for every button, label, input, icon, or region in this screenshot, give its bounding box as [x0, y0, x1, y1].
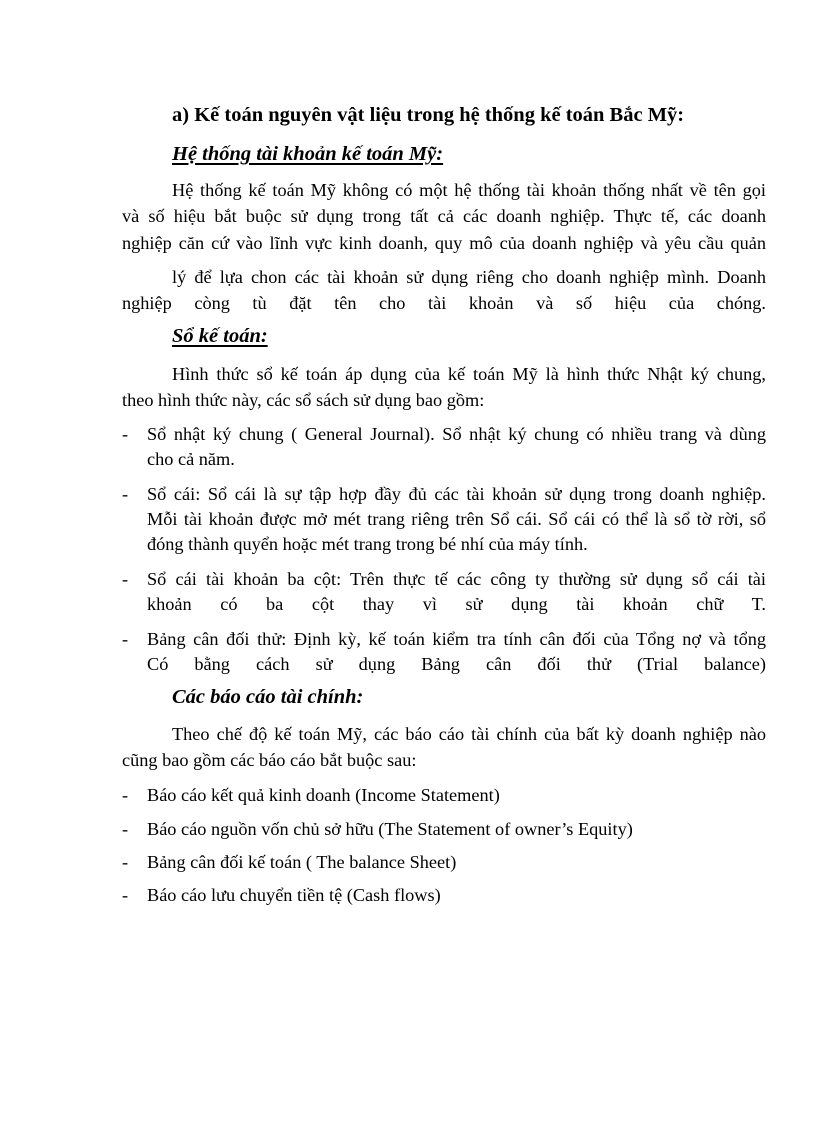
bullet-marker: - — [122, 629, 129, 649]
list-item: Báo cáo kết quả kinh doanh (Income Statement) — [147, 785, 500, 805]
section-heading-ledger: Sổ kế toán: — [172, 325, 268, 347]
paragraph-line: cũng bao gồm các báo cáo bắt buộc sau: — [122, 750, 417, 770]
paragraph-line: Theo chế độ kế toán Mỹ, các báo cáo tài chính của bất kỳ doanh nghiệp nào — [172, 724, 766, 744]
section-heading-reports: Các báo cáo tài chính: — [172, 686, 364, 708]
bullet-marker: - — [122, 785, 129, 805]
paragraph-line: nghiệp căn cứ vào lĩnh vực kinh doanh, quy mô của doanh nghiệp và yêu cầu quản — [122, 233, 766, 253]
list-item-line: Có bằng cách sử dụng Bảng cân đối thử (Trial balance) — [147, 654, 766, 674]
list-item-line: Sổ cái: Sổ cái là sự tập hợp đầy đủ các tài khoản sử dụng trong doanh nghiệp. — [147, 484, 766, 504]
list-item: Báo cáo nguồn vốn chủ sở hữu (The Statement of owner’s Equity) — [147, 819, 633, 839]
paragraph-line: nghiệp còng tù đặt tên cho tài khoản và số hiệu của chóng. — [122, 293, 766, 313]
list-item: Báo cáo lưu chuyển tiền tệ (Cash flows) — [147, 885, 441, 905]
bullet-marker: - — [122, 424, 129, 444]
paragraph-line: theo hình thức này, các sổ sách sử dụng bao gồm: — [122, 390, 485, 410]
bullet-marker: - — [122, 569, 129, 589]
page-title: a) Kế toán nguyên vật liệu trong hệ thống kế toán Bắc Mỹ: — [172, 104, 685, 126]
bullet-marker: - — [122, 819, 129, 839]
paragraph-line: Hình thức sổ kế toán áp dụng của kế toán Mỹ là hình thức Nhật ký chung, — [172, 364, 766, 384]
list-item-line: cho cả năm. — [147, 449, 235, 469]
list-item-line: Sổ nhật ký chung ( General Journal). Sổ nhật ký chung có nhiều trang và dùng — [147, 424, 766, 444]
bullet-marker: - — [122, 885, 129, 905]
list-item-line: Bảng cân đối thử: Định kỳ, kế toán kiểm tra tính cân đối của Tổng nợ và tổng — [147, 629, 766, 649]
list-item: Bảng cân đối kế toán ( The balance Sheet) — [147, 852, 457, 872]
paragraph-line: Hệ thống kế toán Mỹ không có một hệ thống tài khoản thống nhất về tên gọi — [172, 180, 766, 200]
bullet-marker: - — [122, 484, 129, 504]
section-heading-accounts: Hệ thống tài khoản kế toán Mỹ: — [172, 143, 444, 165]
paragraph-line: và số hiệu bắt buộc sử dụng trong tất cả các doanh nghiệp. Thực tế, các doanh — [122, 206, 766, 226]
paragraph-line: lý để lựa chon các tài khoản sử dụng riêng cho doanh nghiệp mình. Doanh — [172, 267, 766, 287]
list-item-line: Sổ cái tài khoản ba cột: Trên thực tế các công ty thường sử dụng sổ cái tài — [147, 569, 766, 589]
bullet-marker: - — [122, 852, 129, 872]
list-item-line: khoản có ba cột thay vì sử dụng tài khoản chữ T. — [147, 594, 766, 614]
list-item-line: đóng thành quyển hoặc mét trang trong bé nhí của máy tính. — [147, 534, 588, 554]
list-item-line: Mỗi tài khoản được mở mét trang riêng trên Sổ cái. Sổ cái có thể là sổ tờ rời, sổ — [147, 509, 766, 529]
